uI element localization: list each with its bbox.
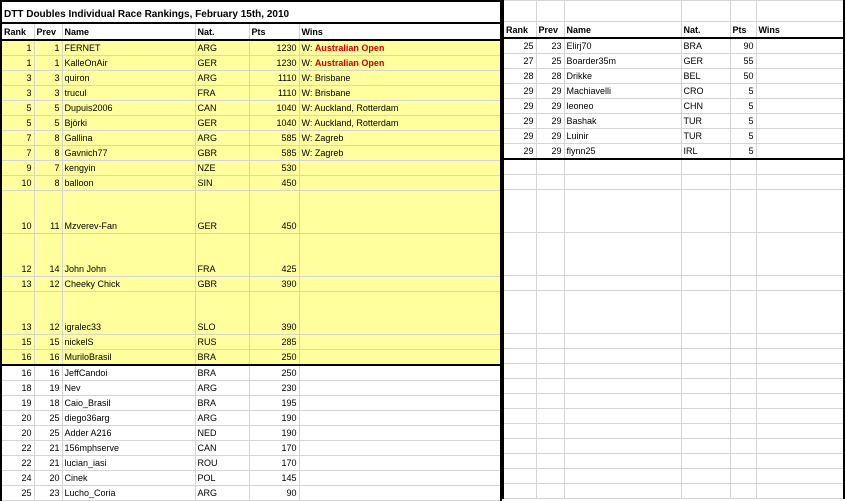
table-row — [503, 84, 844, 99]
table-row — [1, 381, 501, 396]
cell-rank: 9 — [1, 161, 34, 176]
header-name-right: Name — [564, 22, 681, 39]
table-row — [1, 131, 501, 146]
cell-nat: ARG — [195, 381, 249, 396]
cell-prev: 23 — [536, 38, 564, 54]
header-nat-right: Nat. — [681, 22, 730, 39]
cell-name: MuriloBrasil — [62, 350, 195, 366]
cell-pts: 90 — [249, 486, 299, 501]
cell-wins — [299, 396, 501, 411]
cell-name: Mzverev-Fan — [62, 191, 195, 234]
cell-rank: 16 — [1, 365, 34, 381]
cell-wins — [756, 144, 844, 160]
cell-wins — [299, 131, 501, 146]
cell-pts: 250 — [249, 365, 299, 381]
wins-text: Australian Open — [314, 58, 385, 68]
cell-rank: 3 — [1, 71, 34, 86]
wins-text: Zagreb — [314, 148, 344, 158]
cell-rank: 24 — [1, 471, 34, 486]
cell-rank: 15 — [1, 335, 34, 350]
cell-wins — [756, 69, 844, 84]
table-row — [503, 114, 844, 129]
cell-rank: 25 — [503, 38, 536, 54]
table-row — [503, 175, 844, 190]
cell-prev: 7 — [34, 161, 62, 176]
cell-nat: BRA — [195, 365, 249, 381]
table-row — [1, 56, 501, 71]
table-row — [1, 456, 501, 471]
cell-rank: 29 — [503, 99, 536, 114]
table-row — [1, 426, 501, 441]
cell-name: Machiavelli — [564, 84, 681, 99]
table-row — [503, 469, 844, 484]
cell-rank: 29 — [503, 129, 536, 144]
cell-name: Elirj70 — [564, 38, 681, 54]
cell-rank: 13 — [1, 277, 34, 292]
cell-prev: 25 — [536, 54, 564, 69]
table-row — [503, 38, 844, 54]
cell-wins — [299, 146, 501, 161]
wins-prefix: W: — [301, 88, 313, 98]
cell-pts: 1110 — [249, 86, 299, 101]
cell-pts: 50 — [730, 69, 756, 84]
cell-name: kengyin — [62, 161, 195, 176]
cell-name: Nev — [62, 381, 195, 396]
wins-text: Australian Open — [314, 43, 385, 53]
cell-name: leoneo — [564, 99, 681, 114]
table-row — [503, 276, 844, 291]
cell-wins — [299, 426, 501, 441]
cell-wins — [299, 40, 501, 56]
table-row — [1, 486, 501, 501]
wins-text: Auckland, Rotterdam — [314, 103, 399, 113]
table-row — [1, 277, 501, 292]
cell-wins — [299, 471, 501, 486]
table-row — [503, 424, 844, 439]
table-row — [503, 349, 844, 364]
table-row — [503, 364, 844, 379]
cell-name: John John — [62, 234, 195, 277]
cell-name: Cheeky Chick — [62, 277, 195, 292]
cell-prev: 11 — [34, 191, 62, 234]
cell-pts: 1230 — [249, 56, 299, 71]
table-row — [1, 191, 501, 234]
cell-wins — [756, 54, 844, 69]
cell-rank: 1 — [1, 56, 34, 71]
cell-name: 156mphserve — [62, 441, 195, 456]
cell-prev: 29 — [536, 84, 564, 99]
table-row — [503, 394, 844, 409]
table-row — [503, 334, 844, 349]
cell-nat: NZE — [195, 161, 249, 176]
table-row — [1, 234, 501, 277]
cell-pts: 90 — [730, 38, 756, 54]
table-row — [503, 379, 844, 394]
cell-prev: 16 — [34, 350, 62, 366]
table-row — [1, 116, 501, 131]
cell-wins — [299, 456, 501, 471]
cell-rank: 22 — [1, 456, 34, 471]
cell-rank: 16 — [1, 350, 34, 366]
cell-pts: 170 — [249, 441, 299, 456]
wins-text: Zagreb — [314, 133, 344, 143]
cell-name: FERNET — [62, 40, 195, 56]
cell-rank: 7 — [1, 131, 34, 146]
cell-pts: 190 — [249, 426, 299, 441]
cell-nat: IRL — [681, 144, 730, 160]
cell-prev: 28 — [536, 69, 564, 84]
cell-prev: 1 — [34, 56, 62, 71]
cell-nat: GER — [681, 54, 730, 69]
table-row — [1, 411, 501, 426]
cell-prev: 14 — [34, 234, 62, 277]
cell-pts: 5 — [730, 114, 756, 129]
cell-wins — [756, 99, 844, 114]
cell-wins — [299, 381, 501, 396]
cell-name: trucul — [62, 86, 195, 101]
cell-prev: 25 — [34, 411, 62, 426]
cell-pts: 390 — [249, 277, 299, 292]
cell-rank: 29 — [503, 144, 536, 160]
header-wins-right: Wins — [756, 22, 844, 39]
cell-wins — [756, 84, 844, 99]
cell-prev: 25 — [34, 426, 62, 441]
cell-nat: FRA — [195, 234, 249, 277]
cell-name: Caio_Brasil — [62, 396, 195, 411]
cell-wins — [299, 161, 501, 176]
cell-prev: 3 — [34, 86, 62, 101]
cell-name: quiron — [62, 71, 195, 86]
cell-rank: 5 — [1, 116, 34, 131]
cell-rank: 22 — [1, 441, 34, 456]
cell-pts: 190 — [249, 411, 299, 426]
cell-rank: 1 — [1, 40, 34, 56]
table-row — [503, 99, 844, 114]
cell-wins — [299, 86, 501, 101]
cell-prev: 21 — [34, 456, 62, 471]
cell-rank: 19 — [1, 396, 34, 411]
cell-prev: 15 — [34, 335, 62, 350]
wins-prefix: W: — [301, 73, 313, 83]
cell-nat: BRA — [195, 350, 249, 366]
cell-nat: GER — [195, 191, 249, 234]
cell-pts: 530 — [249, 161, 299, 176]
cell-prev: 20 — [34, 471, 62, 486]
table-row — [1, 292, 501, 335]
page-title: DTT Doubles Individual Race Rankings, February 15th, 2010 — [1, 1, 501, 23]
table-row — [1, 471, 501, 486]
cell-pts: 1230 — [249, 40, 299, 56]
cell-nat: GER — [195, 56, 249, 71]
cell-nat: ROU — [195, 456, 249, 471]
cell-name: igralec33 — [62, 292, 195, 335]
table-row — [1, 441, 501, 456]
table-row — [503, 233, 844, 276]
cell-prev: 29 — [536, 99, 564, 114]
cell-prev: 5 — [34, 101, 62, 116]
cell-name: balloon — [62, 176, 195, 191]
cell-rank: 29 — [503, 114, 536, 129]
rankings-table-right — [502, 0, 845, 499]
header-rank-right: Rank — [503, 22, 536, 39]
cell-pts: 450 — [249, 176, 299, 191]
cell-name: Boarder35m — [564, 54, 681, 69]
cell-name: Bashak — [564, 114, 681, 129]
cell-prev: 3 — [34, 71, 62, 86]
wins-prefix: W: — [301, 148, 313, 158]
cell-wins — [299, 71, 501, 86]
cell-pts: 1040 — [249, 116, 299, 131]
cell-rank: 12 — [1, 234, 34, 277]
cell-prev: 16 — [34, 365, 62, 381]
cell-pts: 585 — [249, 131, 299, 146]
cell-pts: 170 — [249, 456, 299, 471]
cell-rank: 28 — [503, 69, 536, 84]
cell-nat: GBR — [195, 277, 249, 292]
wins-prefix: W: — [301, 133, 313, 143]
cell-rank: 13 — [1, 292, 34, 335]
cell-nat: ARG — [195, 411, 249, 426]
cell-wins — [299, 335, 501, 350]
wins-prefix: W: — [301, 58, 313, 68]
cell-prev: 18 — [34, 396, 62, 411]
cell-nat: NED — [195, 426, 249, 441]
cell-wins — [299, 176, 501, 191]
table-row — [1, 40, 501, 56]
table-row — [503, 439, 844, 454]
header-wins: Wins — [299, 23, 501, 40]
cell-wins — [756, 129, 844, 144]
table-row — [1, 86, 501, 101]
cell-name: flynn25 — [564, 144, 681, 160]
cell-wins — [299, 441, 501, 456]
cell-nat: ARG — [195, 131, 249, 146]
cell-rank: 18 — [1, 381, 34, 396]
header-rank: Rank — [1, 23, 34, 40]
cell-pts: 285 — [249, 335, 299, 350]
cell-pts: 5 — [730, 144, 756, 160]
cell-rank: 10 — [1, 191, 34, 234]
cell-nat: POL — [195, 471, 249, 486]
cell-rank: 20 — [1, 426, 34, 441]
header-pts-right: Pts — [730, 22, 756, 39]
cell-nat: ARG — [195, 40, 249, 56]
wins-text: Auckland, Rotterdam — [314, 118, 399, 128]
cell-prev: 12 — [34, 277, 62, 292]
cell-name: KalleOnAir — [62, 56, 195, 71]
cell-prev: 1 — [34, 40, 62, 56]
cell-wins — [756, 38, 844, 54]
cell-name: Björki — [62, 116, 195, 131]
cell-nat: TUR — [681, 129, 730, 144]
table-row — [503, 129, 844, 144]
wins-prefix: W: — [301, 103, 313, 113]
cell-pts: 5 — [730, 84, 756, 99]
cell-rank: 10 — [1, 176, 34, 191]
table-row — [503, 190, 844, 233]
cell-rank: 25 — [1, 486, 34, 501]
cell-nat: BEL — [681, 69, 730, 84]
table-row — [503, 69, 844, 84]
cell-pts: 1040 — [249, 101, 299, 116]
cell-rank: 3 — [1, 86, 34, 101]
cell-nat: TUR — [681, 114, 730, 129]
cell-rank: 29 — [503, 84, 536, 99]
cell-prev: 23 — [34, 486, 62, 501]
cell-name: Adder A216 — [62, 426, 195, 441]
table-row — [1, 146, 501, 161]
cell-pts: 1110 — [249, 71, 299, 86]
cell-wins — [299, 101, 501, 116]
table-row — [503, 454, 844, 469]
table-row — [1, 396, 501, 411]
cell-rank: 20 — [1, 411, 34, 426]
table-row — [1, 161, 501, 176]
cell-rank: 7 — [1, 146, 34, 161]
cell-name: Luinir — [564, 129, 681, 144]
cell-prev: 21 — [34, 441, 62, 456]
table-row — [503, 54, 844, 69]
cell-nat: GBR — [195, 146, 249, 161]
cell-wins — [299, 191, 501, 234]
cell-name: Gavnich77 — [62, 146, 195, 161]
header-nat: Nat. — [195, 23, 249, 40]
cell-name: Lucho_Coria — [62, 486, 195, 501]
cell-wins — [299, 116, 501, 131]
cell-rank: 27 — [503, 54, 536, 69]
cell-nat: BRA — [195, 396, 249, 411]
table-row — [503, 484, 844, 499]
cell-nat: SIN — [195, 176, 249, 191]
wins-prefix: W: — [301, 43, 313, 53]
cell-pts: 5 — [730, 129, 756, 144]
cell-nat: CHN — [681, 99, 730, 114]
wins-text: Brisbane — [314, 88, 351, 98]
table-row — [503, 144, 844, 160]
table-row — [1, 335, 501, 350]
cell-name: diego36arg — [62, 411, 195, 426]
cell-wins — [299, 350, 501, 366]
cell-wins — [299, 365, 501, 381]
cell-pts: 195 — [249, 396, 299, 411]
table-row — [1, 71, 501, 86]
cell-prev: 5 — [34, 116, 62, 131]
cell-wins — [299, 234, 501, 277]
cell-pts: 425 — [249, 234, 299, 277]
cell-nat: CAN — [195, 101, 249, 116]
cell-rank: 5 — [1, 101, 34, 116]
cell-pts: 585 — [249, 146, 299, 161]
table-row — [1, 176, 501, 191]
cell-name: Drikke — [564, 69, 681, 84]
cell-wins — [299, 56, 501, 71]
cell-nat: BRA — [681, 38, 730, 54]
cell-nat: ARG — [195, 71, 249, 86]
cell-nat: CAN — [195, 441, 249, 456]
cell-name: Gallina — [62, 131, 195, 146]
cell-prev: 29 — [536, 129, 564, 144]
cell-prev: 8 — [34, 146, 62, 161]
cell-prev: 29 — [536, 114, 564, 129]
cell-pts: 55 — [730, 54, 756, 69]
cell-name: JeffCandoi — [62, 365, 195, 381]
cell-pts: 250 — [249, 350, 299, 366]
cell-prev: 8 — [34, 131, 62, 146]
cell-nat: FRA — [195, 86, 249, 101]
table-row — [503, 291, 844, 334]
cell-prev: 12 — [34, 292, 62, 335]
cell-wins — [299, 292, 501, 335]
cell-prev: 29 — [536, 144, 564, 160]
cell-nat: GER — [195, 116, 249, 131]
wins-prefix: W: — [301, 118, 313, 128]
cell-name: lucian_iasi — [62, 456, 195, 471]
table-row — [1, 101, 501, 116]
cell-nat: RUS — [195, 335, 249, 350]
cell-nat: ARG — [195, 486, 249, 501]
cell-pts: 390 — [249, 292, 299, 335]
cell-prev: 19 — [34, 381, 62, 396]
cell-pts: 230 — [249, 381, 299, 396]
cell-wins — [299, 486, 501, 501]
header-name: Name — [62, 23, 195, 40]
cell-pts: 5 — [730, 99, 756, 114]
header-prev-right: Prev — [536, 22, 564, 39]
cell-wins — [299, 277, 501, 292]
header-pts: Pts — [249, 23, 299, 40]
table-row — [503, 409, 844, 424]
cell-prev: 8 — [34, 176, 62, 191]
cell-wins — [756, 114, 844, 129]
cell-pts: 145 — [249, 471, 299, 486]
table-row — [1, 365, 501, 381]
wins-text: Brisbane — [314, 73, 351, 83]
cell-nat: SLO — [195, 292, 249, 335]
cell-wins — [299, 411, 501, 426]
table-row — [503, 159, 844, 175]
cell-pts: 450 — [249, 191, 299, 234]
cell-name: Cinek — [62, 471, 195, 486]
cell-name: Dupuis2006 — [62, 101, 195, 116]
cell-name: nickelS — [62, 335, 195, 350]
header-prev: Prev — [34, 23, 62, 40]
cell-nat: CRO — [681, 84, 730, 99]
table-row — [1, 350, 501, 366]
